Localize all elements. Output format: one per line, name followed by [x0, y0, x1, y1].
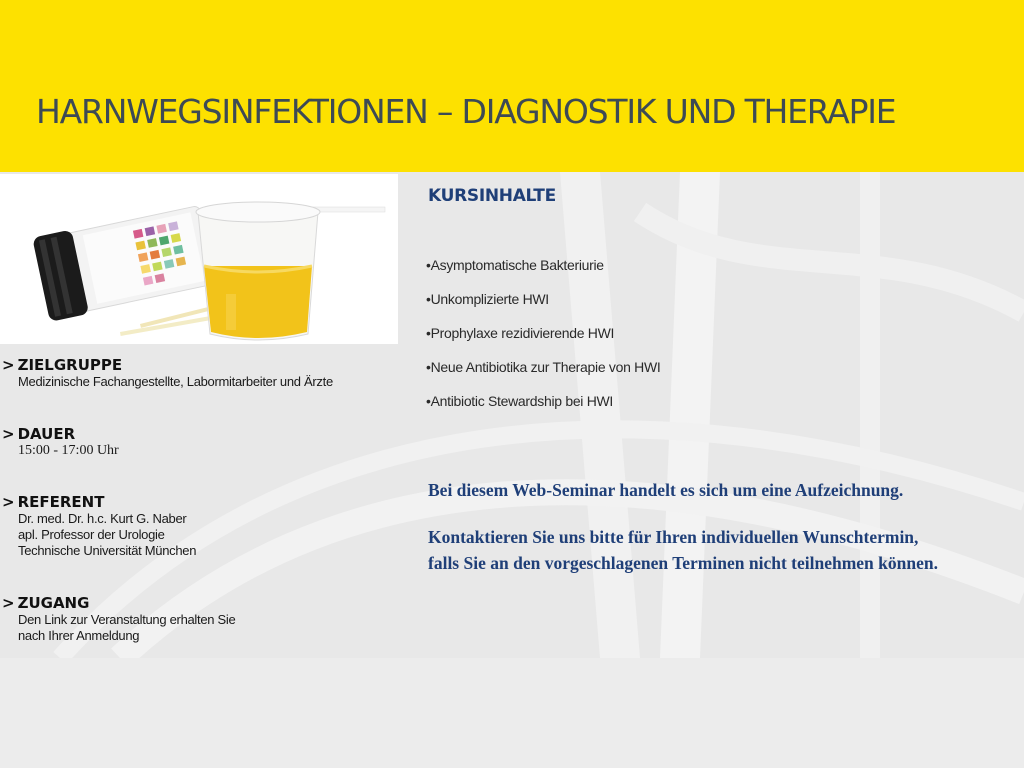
dauer-heading — [2, 425, 382, 443]
referent-heading — [2, 493, 382, 511]
urine-test-icon — [0, 174, 398, 344]
header-banner — [0, 0, 1024, 172]
kursinhalte-heading: KURSINHALTE — [428, 186, 556, 206]
chevron-right-icon: > — [2, 425, 15, 443]
chevron-right-icon: > — [2, 356, 15, 374]
referent-title: apl. Professor der Urologie — [18, 527, 165, 542]
list-item: •Prophylaxe rezidivierende HWI — [426, 325, 615, 341]
list-item: •Asymptomatische Bakteriurie — [426, 257, 604, 273]
kursinhalte-list — [426, 255, 660, 425]
contact-note-line-1: Kontaktieren Sie uns bitte für Ihren individuellen Wunschtermin, — [428, 527, 919, 547]
zielgruppe-text: Medizinische Fachangestellte, Labormitarbeiter und Ärzte — [18, 374, 333, 389]
list-item: •Neue Antibiotika zur Therapie von HWI — [426, 359, 661, 375]
zielgruppe-heading — [2, 356, 382, 374]
chevron-right-icon: > — [2, 493, 15, 511]
recording-note: Bei diesem Web-Seminar handelt es sich um eine Aufzeichnung. — [428, 480, 904, 500]
zugang-text-2: nach Ihrer Anmeldung — [18, 628, 140, 643]
zugang-label: ZUGANG — [17, 594, 90, 612]
zielgruppe-section — [2, 356, 382, 390]
referent-section — [2, 493, 382, 559]
list-item: •Antibiotic Stewardship bei HWI — [426, 393, 614, 409]
dauer-label: DAUER — [17, 425, 76, 443]
contact-note-line-2: falls Sie an den vorgeschlagenen Terminen nicht teilnehmen können. — [428, 553, 938, 573]
referent-institution: Technische Universität München — [18, 543, 197, 558]
referent-label: REFERENT — [17, 493, 105, 511]
zugang-section — [2, 594, 382, 644]
referent-name: Dr. med. Dr. h.c. Kurt G. Naber — [18, 511, 187, 526]
list-item: •Unkomplizierte HWI — [426, 291, 549, 307]
page-title: HARNWEGSINFEKTIONEN – DIAGNOSTIK UND THERAPIE — [36, 92, 896, 131]
chevron-right-icon: > — [2, 594, 15, 612]
zugang-heading — [2, 594, 382, 612]
dauer-text: 15:00 - 17:00 Uhr — [18, 443, 119, 458]
zugang-text-1: Den Link zur Veranstaltung erhalten Sie — [18, 612, 236, 627]
dauer-section — [2, 425, 382, 459]
zielgruppe-label: ZIELGRUPPE — [17, 356, 123, 374]
urine-sample-image — [0, 174, 398, 344]
